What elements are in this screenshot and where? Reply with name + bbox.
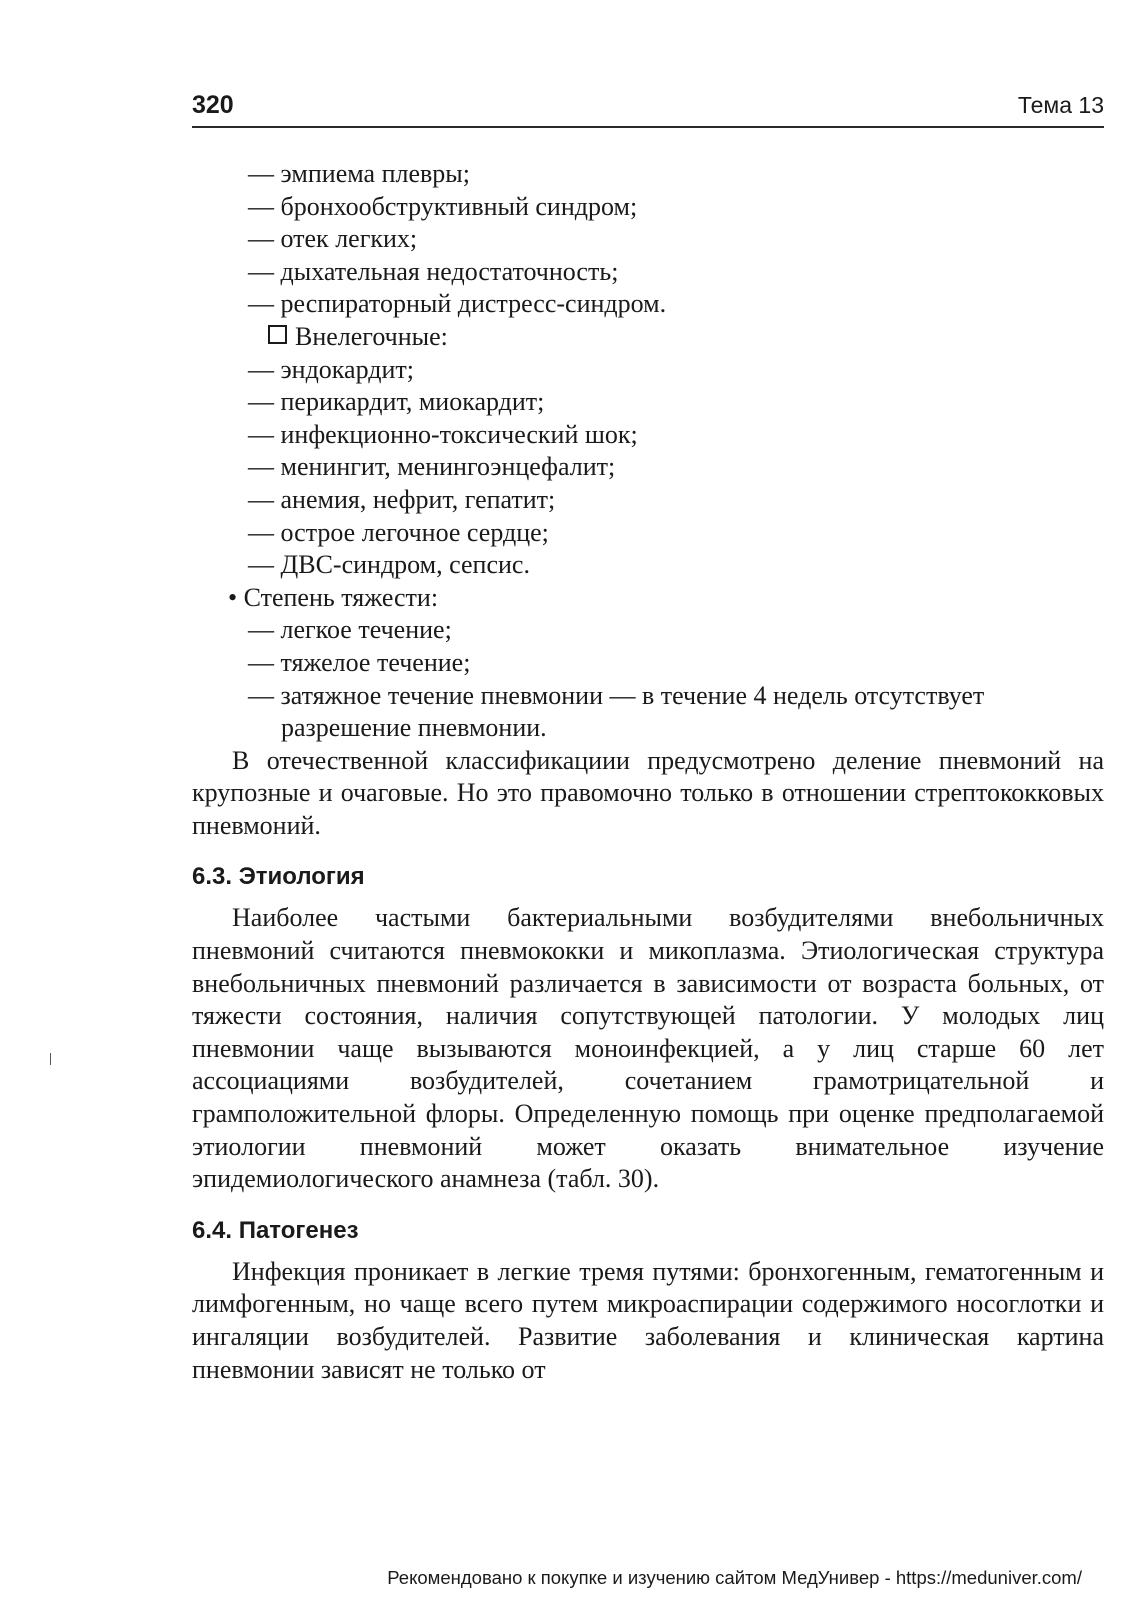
checkbox-square-icon <box>268 325 287 344</box>
list-item: — менингит, менингоэнцефалит; <box>248 452 616 482</box>
page-number: 320 <box>192 91 234 119</box>
list-item: — отек легких; <box>248 224 418 254</box>
severity-heading: • Степень тяжести: <box>228 582 439 612</box>
etiology-paragraph: Наиболее частыми бактериальными возбудителями внебольничных пневмоний считаются пневмококки и микоплазма. Этиологическая структура внебольничных пневмоний различается в зависимости от возраста больных, от тяжести состояния, наличия сопутствующей патологии. У молодых лиц пневмонии чаще вызываются моноинфекцией, а у лиц старше 60 лет ассоциациями возбудителей, сочетанием грамотрицательной и грамположительной флоры. Определенную помощь при оценке предполагаемой этиологии пневмоний может оказать внимательное изучение эпидемиологического анамнеза (табл. 30). <box>192 903 1104 1194</box>
pathogenesis-paragraph: Инфекция проникает в легкие тремя путями: бронхогенным, гематогенным и лимфогенным, но чаще всего путем микроаспирации содержимого носоглотки и ингаляции возбудителей. Развитие заболевания и клиническая картина пневмонии зависят не только от <box>192 1256 1104 1384</box>
list-item: — эндокардит; <box>248 354 414 384</box>
list-item: — респираторный дистресс-синдром. <box>248 289 667 319</box>
running-title: Тема 13 <box>1017 92 1104 118</box>
list-item: — тяжелое течение; <box>248 647 471 677</box>
list-item: — затяжное течение пневмонии — в течение 4 недель отсутствует разрешение пневмонии. <box>248 680 985 743</box>
list-item: — острое легочное сердце; <box>248 517 549 547</box>
extrapulmonary-label: Внелегочные: <box>295 321 448 351</box>
margin-mark <box>50 1053 51 1065</box>
page-body <box>192 158 1104 1386</box>
section-title-etiology: 6.3. Этиология <box>192 863 365 891</box>
list-item: — дыхательная недостаточность; <box>248 256 619 286</box>
footer-watermark: Рекомендовано к покупке и изучению сайтом МедУнивер - https://meduniver.com/ <box>387 1567 1082 1588</box>
list-item: — легкое течение; <box>248 615 452 645</box>
extrapulmonary-heading <box>192 321 1104 354</box>
list-item: — ДВС-синдром, сепсис. <box>248 550 530 580</box>
list-item: — перикардит, миокардит; <box>248 387 545 417</box>
section-title-pathogenesis: 6.4. Патогенез <box>192 1216 359 1244</box>
list-item: — анемия, нефрит, гепатит; <box>248 484 556 514</box>
list-item: — эмпиема плевры; <box>248 159 470 188</box>
list-item: — инфекционно-токсический шок; <box>248 419 638 449</box>
page-header <box>192 90 1104 128</box>
classification-paragraph: В отечественной классификациии предусмотрено деление пневмоний на крупозные и очаговые. Но это правомочно только в отношении стрептококковых пневмоний. <box>192 745 1104 840</box>
list-item: — бронхообструктивный синдром; <box>248 191 638 221</box>
